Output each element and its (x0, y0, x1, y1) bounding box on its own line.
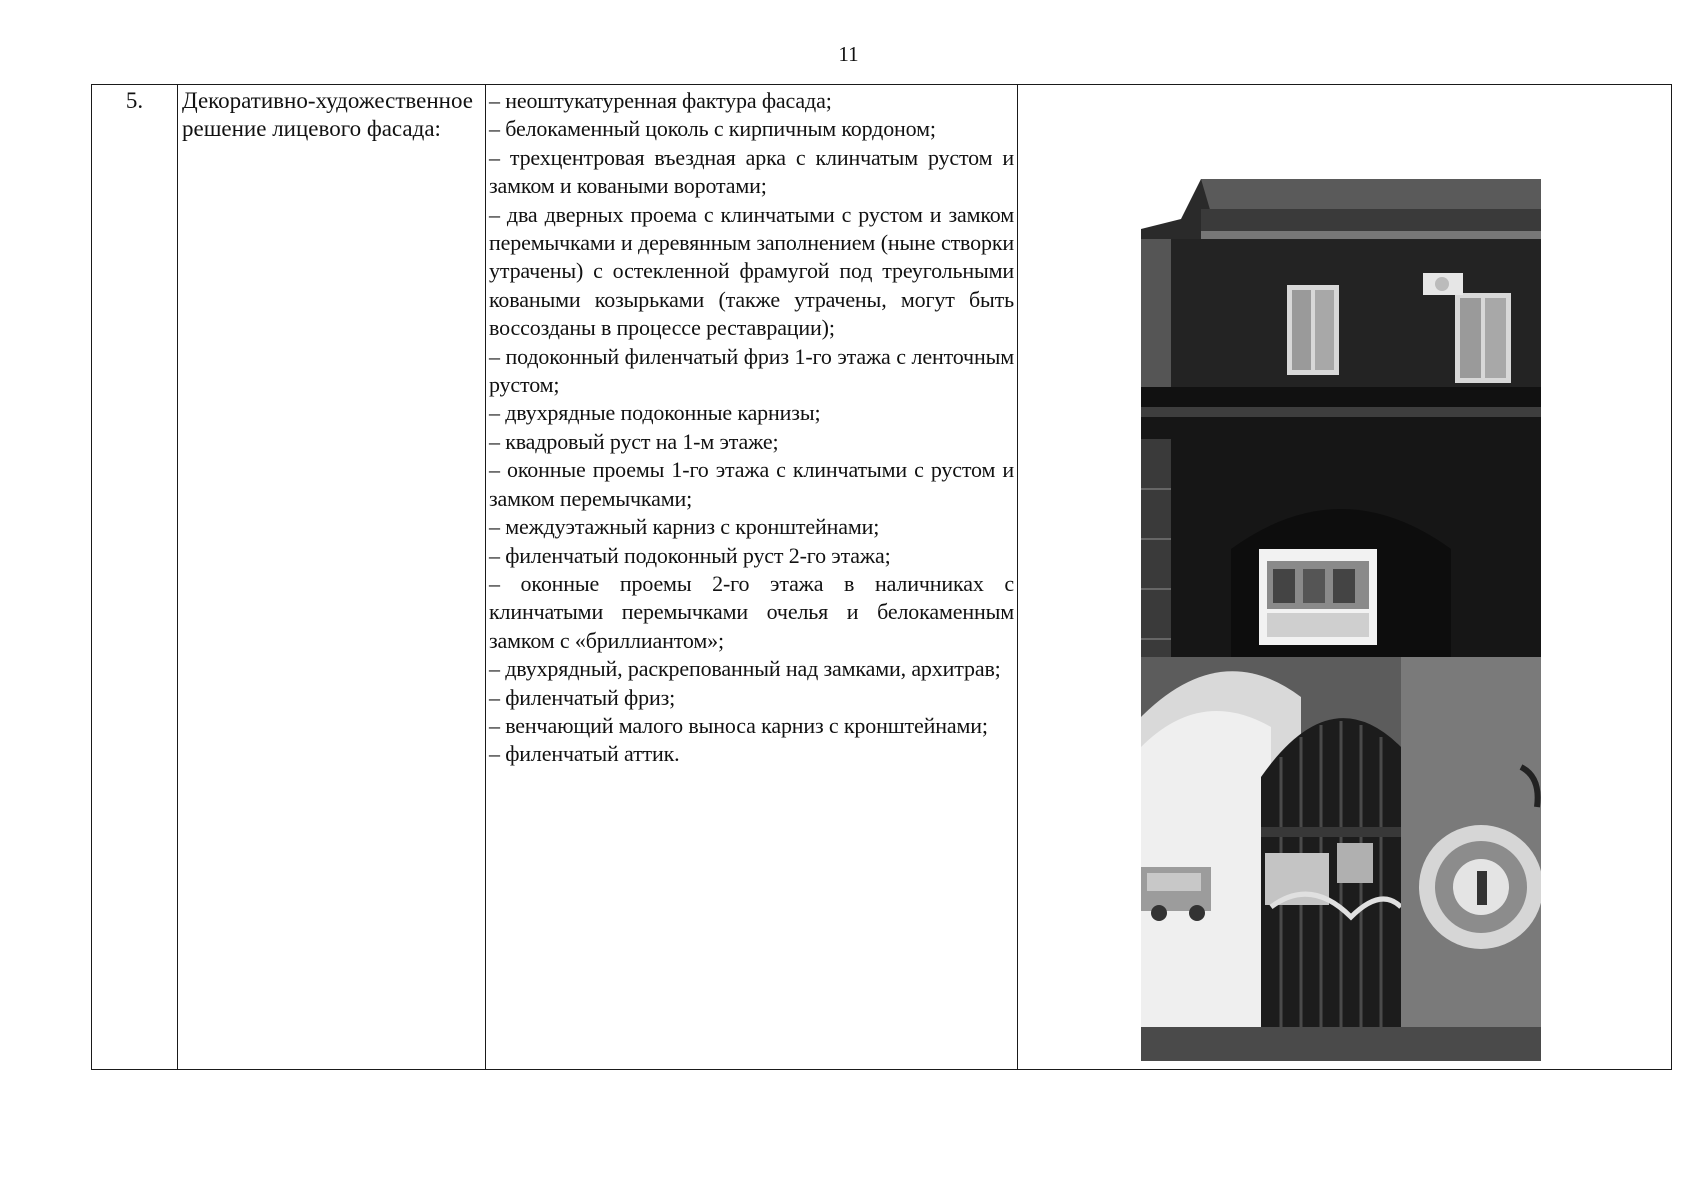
photos-cell (1018, 85, 1672, 1070)
row-index: 5. (92, 85, 178, 1070)
list-item: – двухрядные подоконные карнизы; (489, 400, 821, 426)
list-item: – два дверных проема с клинчатыми с рустом и замком перемычками и деревянным заполнением (ныне створки утрачены) с остекленной фрамугой под треугольными коваными козырьками (также утрачены, могут быть воссозданы в процессе реставрации); (489, 201, 1014, 341)
list-item: – оконные проемы 2-го этажа в наличниках с клинчатыми перемычками очелья и белокаменным замком с «бриллиантом»; (489, 570, 1014, 653)
list-item: – филенчатый подоконный руст 2-го этажа; (489, 542, 891, 568)
list-item: – междуэтажный карниз с кронштейнами; (489, 514, 880, 540)
row-title: Декоративно-художественное решение лицевого фасада: (178, 85, 486, 1070)
table-row (92, 85, 1672, 1070)
page-number: 11 (838, 42, 859, 66)
list-item: – трехцентровая въездная арка с клинчатым рустом и замком и коваными воротами; (489, 144, 1014, 199)
arch-gate-photo (1141, 657, 1541, 1061)
list-item: – неоштукатуренная фактура фасада; (489, 88, 832, 113)
features-cell (486, 85, 1018, 1070)
list-item: – оконные проемы 1-го этажа с клинчатыми с рустом и замком перемычками; (489, 457, 1014, 511)
feature-list (489, 87, 1014, 769)
list-item: – двухрядный, раскрепованный над замками, архитрав; (489, 656, 1001, 682)
facade-photo-drawing (1141, 169, 1541, 731)
arch-gate-photo-drawing (1141, 657, 1541, 1061)
list-item: – венчающий малого выноса карниз с кронштейнами; (489, 712, 988, 738)
list-item: – филенчатый аттик. (489, 741, 680, 767)
list-item: – подоконный филенчатый фриз 1-го этажа с ленточным рустом; (489, 343, 1014, 398)
list-item: – белокаменный цоколь с кирпичным кордоном; (489, 116, 936, 142)
heritage-table (91, 84, 1672, 1070)
list-item: – филенчатый фриз; (489, 684, 676, 710)
facade-photo (1141, 169, 1541, 731)
list-item: – квадровый руст на 1-м этаже; (489, 428, 779, 454)
